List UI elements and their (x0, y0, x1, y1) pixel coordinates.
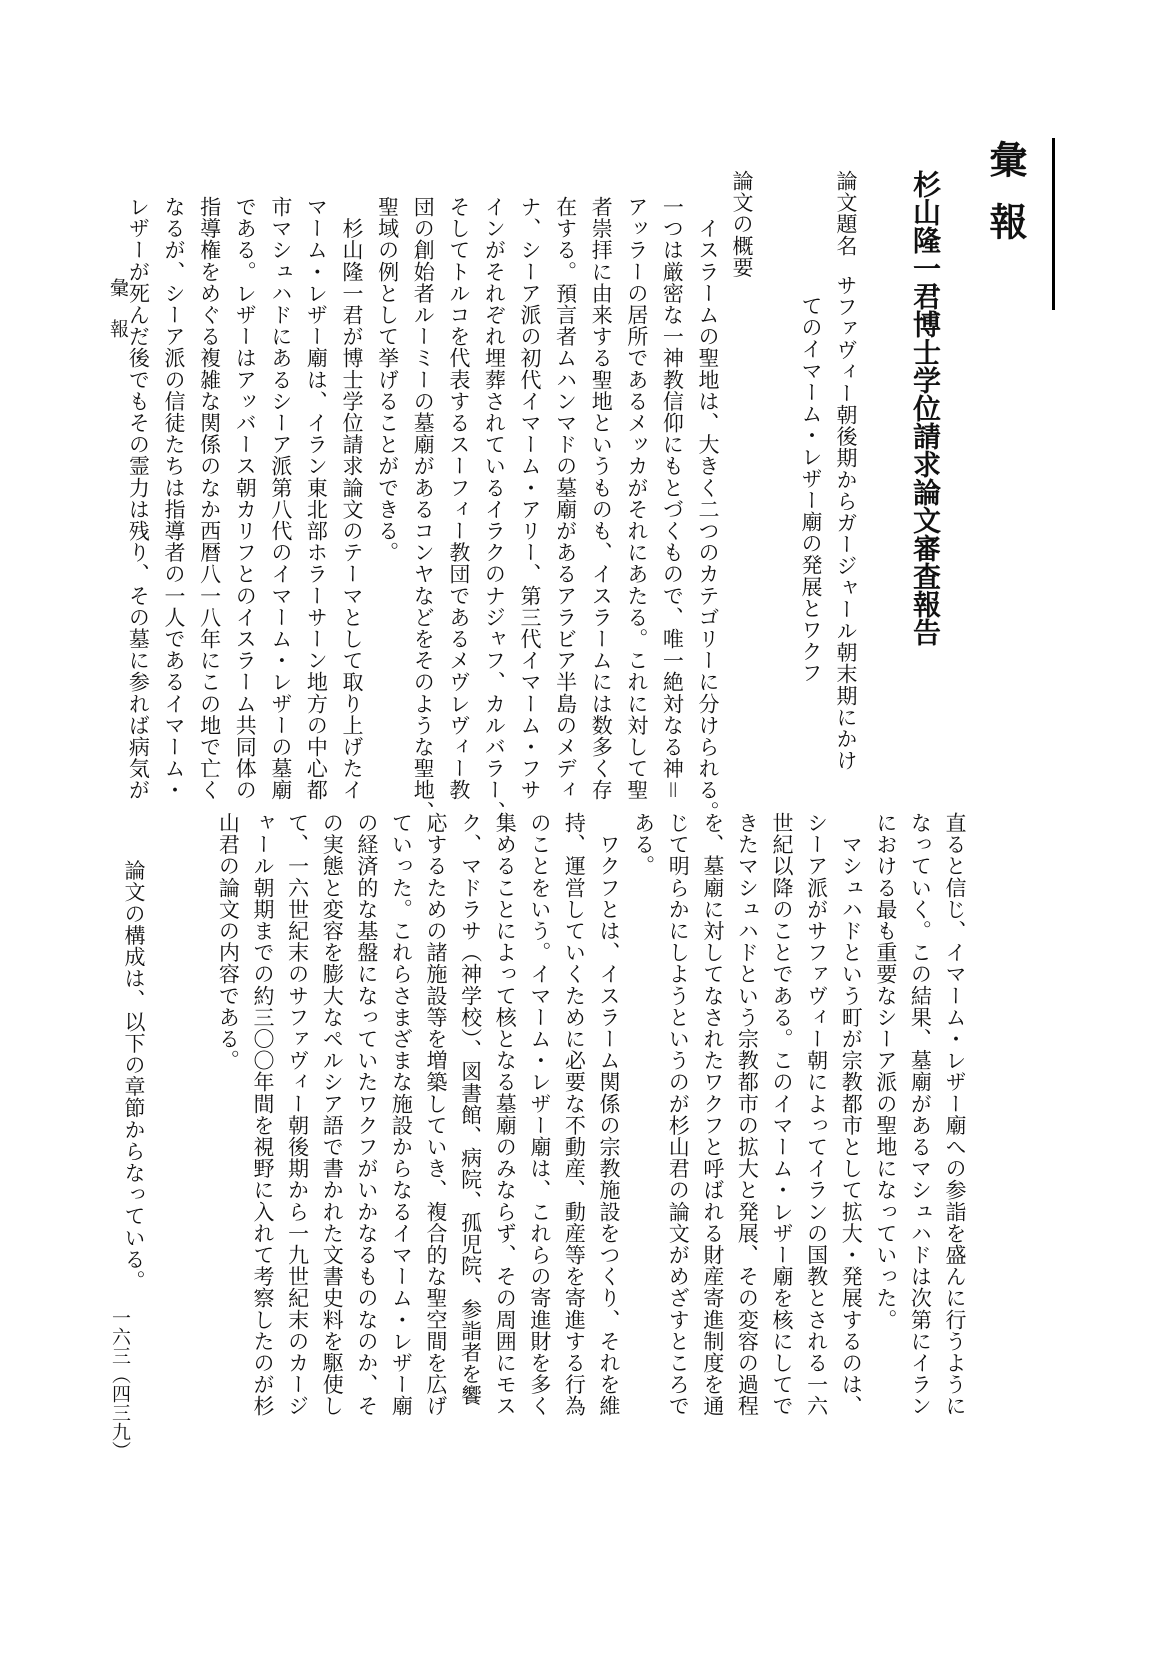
text-column: じて明らかにしようというのが杉山君の論文がめざすところで (666, 812, 691, 1417)
text-column: 直ると信じ、イマーム・レザー廟への参詣を盛んに行うように (943, 812, 967, 1417)
text-column: マーム・レザー廟は、イラン東北部ホラーサーン地方の中心都 (304, 196, 329, 801)
text-column: て、一六世紀末のサファヴィー朝後期から一九世紀末のカージ (285, 812, 310, 1417)
text-column: ク、マドラサ（神学校）、図書館、病院、孤児院、参詣者を饗 (458, 812, 483, 1407)
text-column: 市マシュハドにあるシーア派第八代のイマーム・レザーの墓廟 (268, 196, 293, 801)
text-column: 指導権をめぐる複雑な関係のなか西暦八一八年にこの地で亡く (197, 196, 222, 801)
text-column: である。レザーはアッバース朝カリフとのイスラーム共同体の (233, 196, 258, 801)
text-column: そしてトルコを代表するスーフィー教団であるメヴレヴィー教 (446, 196, 471, 801)
text-column: なるが、シーア派の信徒たちは指導者の一人であるイマーム・ (162, 196, 186, 801)
text-column: 山君の論文の内容である。 (216, 812, 241, 1072)
text-column: における最も重要なシーア派の聖地になっていった。 (873, 812, 898, 1331)
report-title: 杉山隆一君博士学位請求論文審査報告 (909, 170, 942, 646)
text-column: の経済的な基盤になっていたワクフがいかなるものなのか、そ (354, 812, 379, 1417)
text-column: アッラーの居所であるメッカがそれにあたる。これに対して聖 (624, 196, 649, 801)
text-column: 杉山隆一君が博士学位請求論文のテーマとして取り上げたイ (340, 196, 364, 801)
text-column: なっていく。この結果、墓廟があるマシュハドは次第にイラン (908, 812, 933, 1417)
text-column: 在する。預言者ムハンマドの墓廟があるアラビア半島のメディ (553, 196, 578, 801)
running-head: 彙報 (107, 278, 129, 360)
text-column: 集めることによって核となる墓廟のみならず、その周囲にモス (493, 812, 518, 1417)
text-column: マシュハドという町が宗教都市として拡大・発展するのは、 (839, 812, 864, 1417)
section-header: 彙報 (983, 140, 1027, 264)
thesis-title-line-2: てのイマーム・レザー廟の発展とワクフ (799, 295, 823, 684)
text-column: 団の創始者ルーミーの墓廟があるコンヤなどをそのような聖地、 (411, 196, 436, 823)
text-column: ナ、シーア派の初代イマーム・アリー、第三代イマーム・フサ (518, 196, 542, 801)
text-column: シーア派がサファヴィー朝によってイランの国教とされる一六 (804, 812, 829, 1417)
text-column: レザーが死んだ後でもその霊力は残り、その墓に参れば病気が (126, 196, 151, 801)
text-column: 聖域の例として挙げることができる。 (375, 196, 400, 564)
text-column: 一つは厳密な一神教信仰にもとづくもので、唯一絶対なる神＝ (660, 196, 685, 801)
text-column: の実態と変容を膨大なペルシア語で書かれた文書史料を駆使し (320, 812, 345, 1417)
text-column: を、墓廟に対してなされたワクフと呼ばれる財産寄進制度を通 (700, 812, 725, 1417)
text-column: きたマシュハドという宗教都市の拡大と発展、その変容の過程 (735, 812, 760, 1417)
text-column: ある。 (631, 812, 656, 877)
text-column: ていった。これらさまざまな施設からなるイマーム・レザー廟 (389, 812, 414, 1417)
text-column: 応するための諸施設等を増築していき、複合的な聖空間を広げ (424, 812, 448, 1417)
text-column: ャール朝期までの約三〇〇年間を視野に入れて考察したのが杉 (251, 812, 275, 1417)
header-rule (1052, 138, 1055, 310)
overview-heading: 論文の概要 (730, 170, 754, 278)
thesis-title-line-1 (833, 170, 859, 771)
text-column: のことをいう。イマーム・レザー廟は、これらの寄進財を多く (527, 812, 552, 1417)
text-column: イスラームの聖地は、大きく二つのカテゴリーに分けられる。 (696, 196, 720, 823)
text-column: 者崇拝に由来する聖地というものも、イスラームには数多く存 (589, 196, 614, 801)
thesis-title-part-1: サファヴィー朝後期からガージャール朝末期にかけ (834, 274, 858, 772)
closing-line: 論文の構成は、以下の章節からなっている。 (122, 838, 146, 1292)
thesis-label: 論文題名 (834, 170, 858, 257)
text-column: インがそれぞれ埋葬されているイラクのナジャフ、カルバラー、 (482, 196, 507, 823)
page-number: 一六三（四三九） (109, 1308, 131, 1460)
text-column: 持、運営していくために必要な不動産、動産等を寄進する行為 (562, 812, 587, 1417)
text-column: ワクフとは、イスラーム関係の宗教施設をつくり、それを維 (597, 812, 621, 1417)
text-column: 世紀以降のことである。このイマーム・レザー廟を核にしてで (770, 812, 794, 1417)
